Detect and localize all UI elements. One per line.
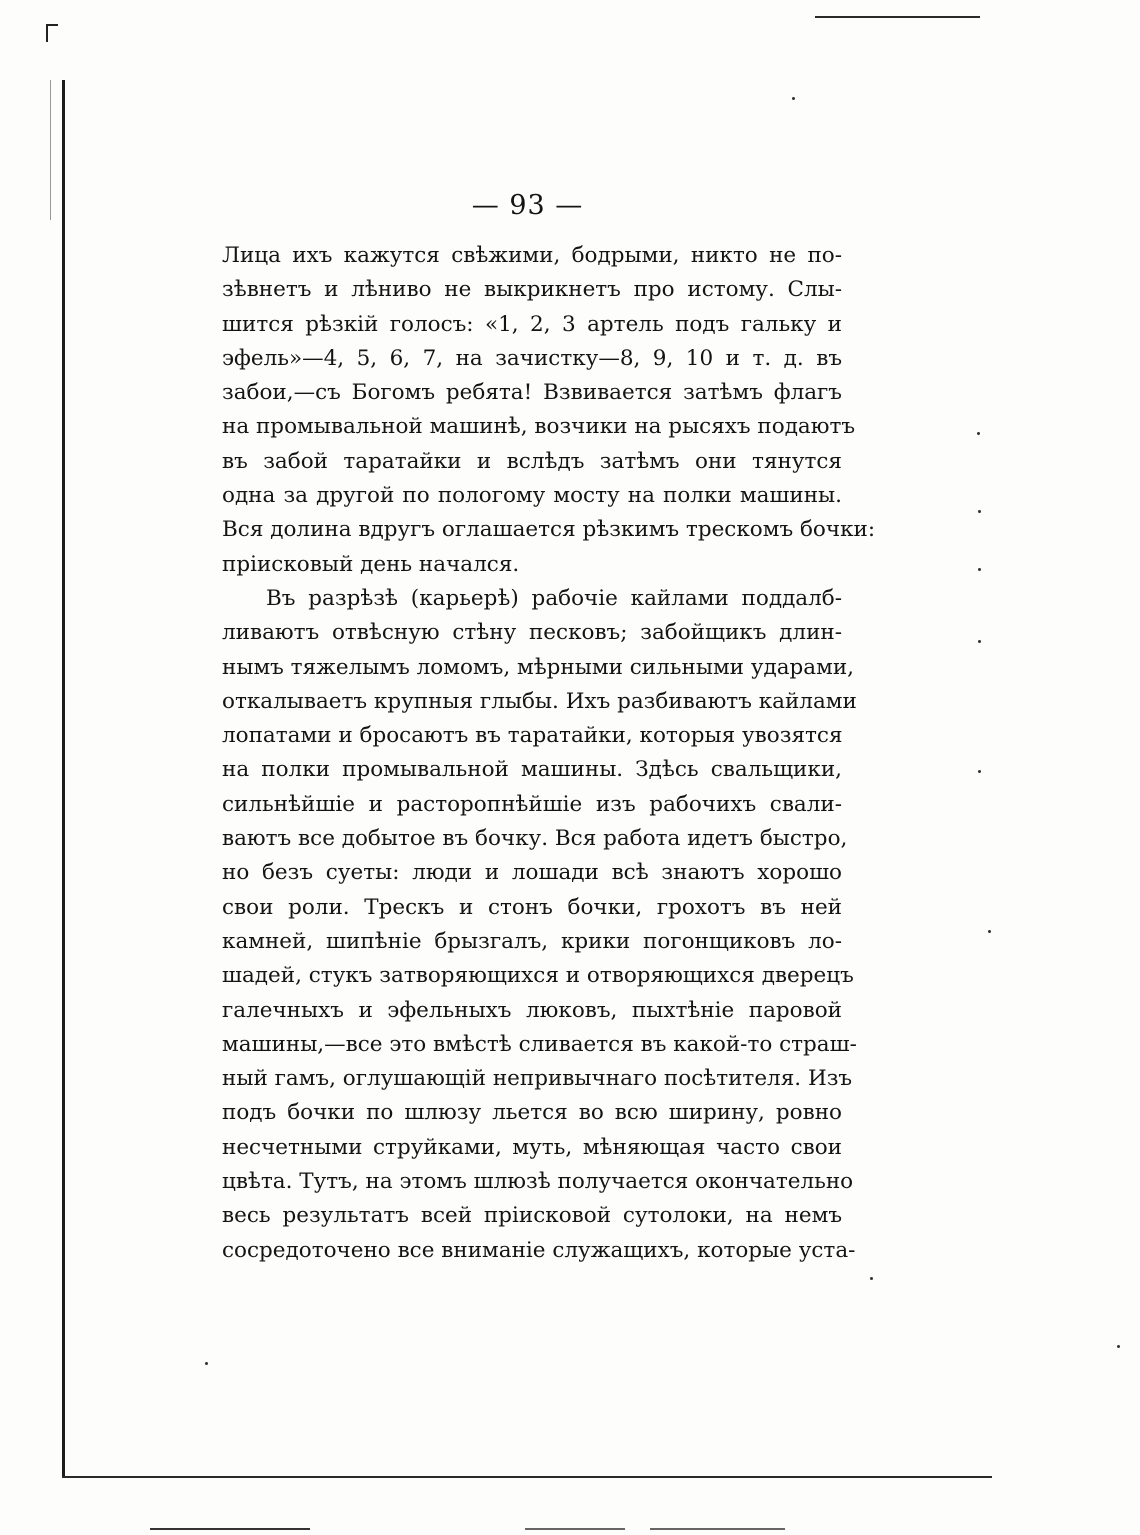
bottom-rule-fragment bbox=[150, 1528, 310, 1530]
top-rule bbox=[815, 16, 980, 18]
text-line: но безъ суеты: люди и лошади всѣ знаютъ хорошо bbox=[222, 860, 842, 886]
paragraph bbox=[222, 239, 876, 582]
left-rule bbox=[62, 80, 65, 1478]
scan-speck bbox=[870, 1277, 873, 1280]
text-line: камней, шипѣніе брызгалъ, крики погонщиковъ ло- bbox=[222, 928, 842, 954]
scan-speck bbox=[205, 1362, 208, 1365]
scan-speck bbox=[978, 640, 981, 643]
scan-speck bbox=[988, 930, 991, 933]
bottom-rule-fragment bbox=[525, 1528, 625, 1530]
text-line: зѣвнетъ и лѣниво не выкрикнетъ про истому. Слы- bbox=[222, 277, 842, 303]
text-line: сильнѣйшіе и расторопнѣйшіе изъ рабочихъ свали- bbox=[222, 791, 842, 817]
text-line: несчетными струйками, муть, мѣняющая часто свои bbox=[222, 1134, 842, 1160]
text-line: одна за другой по пологому мосту на полки машины. bbox=[222, 483, 842, 509]
scan-speck bbox=[978, 510, 981, 513]
text-line: ный гамъ, оглушающій непривычнаго посѣтителя. Изъ bbox=[222, 1066, 853, 1092]
text-line: галечныхъ и эфельныхъ люковъ, пыхтѣніе паровой bbox=[222, 997, 842, 1023]
text-line: Въ разрѣзѣ (карьерѣ) рабочіе кайлами поддалб- bbox=[266, 585, 842, 611]
text-line: на промывальной машинѣ, возчики на рысяхъ подаютъ bbox=[222, 414, 856, 440]
scan-speck bbox=[792, 97, 795, 100]
page-number: — 93 — bbox=[471, 190, 584, 221]
text-line: свои роли. Трескъ и стонъ бочки, грохотъ въ ней bbox=[222, 894, 842, 920]
paragraph bbox=[222, 582, 857, 1268]
bottom-rule bbox=[62, 1476, 992, 1478]
bottom-rule-fragment bbox=[650, 1528, 785, 1530]
text-line: нымъ тяжелымъ ломомъ, мѣрными сильными ударами, bbox=[222, 654, 855, 680]
text-line: Вся долина вдругъ оглашается рѣзкимъ трескомъ бочки: bbox=[222, 517, 876, 543]
text-line: лопатами и бросаютъ въ таратайки, которыя увозятся bbox=[222, 723, 843, 749]
text-line: въ забой таратайки и вслѣдъ затѣмъ они тянутся bbox=[222, 448, 842, 474]
text-line: Лица ихъ кажутся свѣжими, бодрыми, никто не по- bbox=[222, 243, 842, 268]
text-line: машины,—все это вмѣстѣ сливается въ какой-то страш- bbox=[222, 1031, 857, 1057]
text-line: цвѣта. Тутъ, на этомъ шлюзѣ получается окончательно bbox=[222, 1169, 854, 1195]
text-line: ваютъ все добытое въ бочку. Вся работа идетъ быстро, bbox=[222, 826, 848, 852]
text-line: забои,—съ Богомъ ребята! Взвивается затѣмъ флагъ bbox=[222, 380, 842, 406]
text-line: сосредоточено все вниманіе служащихъ, которые уста- bbox=[222, 1237, 856, 1263]
text-line: весь результатъ всей пріисковой сутолоки, на немъ bbox=[222, 1203, 842, 1229]
text-line: пріисковый день начался. bbox=[222, 551, 520, 577]
text-line: на полки промывальной машины. Здѣсь свальщики, bbox=[222, 757, 842, 783]
text-line: шадей, стукъ затворяющихся и отворяющихся дверецъ bbox=[222, 963, 854, 989]
scan-speck bbox=[978, 770, 981, 773]
scan-speck bbox=[977, 432, 980, 435]
corner-mark bbox=[46, 24, 58, 42]
body-text bbox=[222, 239, 876, 1268]
text-line: откалываетъ крупныя глыбы. Ихъ разбиваютъ кайлами bbox=[222, 688, 857, 714]
text-line: эфель»—4, 5, 6, 7, на зачистку—8, 9, 10 и т. д. въ bbox=[222, 345, 842, 371]
scan-speck bbox=[1117, 1345, 1120, 1348]
text-line: шится рѣзкій голосъ: «1, 2, 3 артель подъ гальку и bbox=[222, 311, 842, 337]
text-line: подъ бочки по шлюзу льется во всю ширину, ровно bbox=[222, 1100, 842, 1126]
text-line: ливаютъ отвѣсную стѣну песковъ; забойщикъ длин- bbox=[222, 620, 842, 646]
scan-speck bbox=[978, 568, 981, 571]
